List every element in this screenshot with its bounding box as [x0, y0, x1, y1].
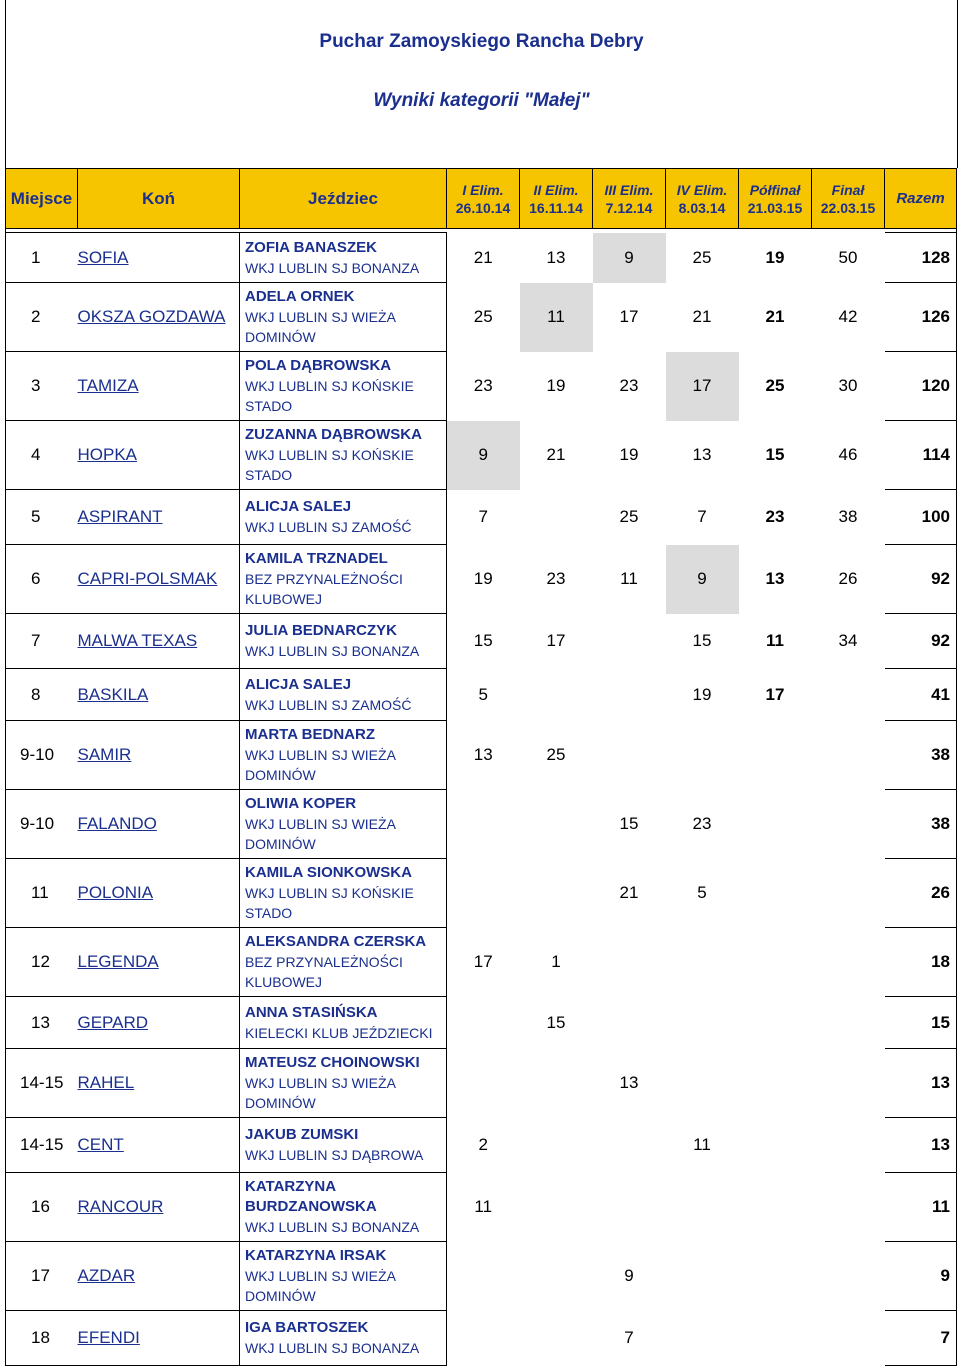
score-cell: 11: [766, 631, 784, 650]
place-cell: 7: [6, 614, 78, 669]
rider-cell: [240, 614, 447, 669]
place-cell: 5: [6, 490, 78, 545]
score-cell: 13: [473, 745, 493, 764]
rider-club: WKJ LUBLIN SJ ZAMOŚĆ: [245, 519, 412, 535]
score-cell: [447, 997, 520, 1049]
place-cell: 1: [6, 233, 78, 283]
rider-club: KIELECKI KLUB JEŹDZIECKI: [245, 1024, 433, 1041]
horse-name-link[interactable]: EFENDI: [78, 1311, 240, 1366]
rider-name: KATARZYNA IRSAK: [245, 1247, 387, 1264]
score-cell: [739, 1173, 812, 1242]
place-cell: 16: [6, 1173, 78, 1242]
place-cell: 3: [6, 352, 78, 421]
table-row: [6, 1311, 957, 1366]
horse-name-link[interactable]: LEGENDA: [78, 928, 240, 997]
total-cell: 13: [885, 1049, 957, 1118]
rider-cell: [240, 490, 447, 545]
score-cell: [812, 721, 885, 790]
score-cell: 19: [765, 247, 785, 267]
total-cell: 38: [885, 790, 957, 859]
score-cell: [666, 997, 739, 1049]
score-cell: [447, 1242, 520, 1311]
rider-name: IGA BARTOSZEK: [245, 1319, 369, 1336]
table-row: [6, 1242, 957, 1311]
score-cell: [739, 721, 812, 790]
header-row: [6, 169, 957, 229]
table-row: [6, 859, 957, 928]
results-table: [5, 168, 957, 1366]
col-elim-3: III Elim. 7.12.14: [593, 169, 666, 229]
table-row: [6, 928, 957, 997]
score-cell: 9: [593, 233, 666, 283]
table-row: [6, 669, 957, 721]
table-row: [6, 352, 957, 421]
score-cell: 13: [765, 569, 785, 588]
score-cell: [593, 1173, 666, 1242]
score-cell: 21: [473, 247, 493, 267]
rider-cell: [240, 669, 447, 721]
score-cell: [520, 490, 593, 545]
rider-club: WKJ LUBLIN SJ KOŃSKIE STADO: [245, 378, 414, 414]
table-row: [6, 490, 957, 545]
rider-club: WKJ LUBLIN SJ BONANZA: [245, 1219, 420, 1235]
score-cell: [593, 997, 666, 1049]
score-cell: 21: [765, 307, 785, 326]
rider-cell: [240, 352, 447, 421]
rider-name: MARTA BEDNARZ: [245, 726, 375, 743]
horse-name-link[interactable]: MALWA TEXAS: [78, 614, 240, 669]
table-row: [6, 721, 957, 790]
col-horse: Koń: [78, 169, 240, 229]
score-cell: [812, 1049, 885, 1118]
table-row: [6, 233, 957, 283]
rider-name: KAMILA SIONKOWSKA: [245, 864, 412, 881]
rider-cell: [240, 1242, 447, 1311]
score-cell: [812, 997, 885, 1049]
horse-name-link[interactable]: BASKILA: [78, 669, 240, 721]
score-cell: [593, 721, 666, 790]
page-subtitle: Wyniki kategorii "Małej": [373, 90, 590, 111]
score-cell: [812, 1118, 885, 1173]
score-cell: [593, 1118, 666, 1173]
col-final: Finał 22.03.15: [812, 169, 885, 229]
score-cell: [593, 928, 666, 997]
score-cell: [520, 669, 593, 721]
place-cell: 11: [6, 859, 78, 928]
rider-club: WKJ LUBLIN SJ BONANZA: [245, 259, 420, 276]
score-cell: [812, 669, 885, 721]
horse-name-link[interactable]: RANCOUR: [78, 1173, 240, 1242]
score-cell: 1: [551, 952, 561, 971]
score-cell: 15: [692, 631, 712, 650]
place-cell: 14-15: [6, 1049, 78, 1118]
horse-name-link[interactable]: OKSZA GOZDAWA: [78, 283, 240, 352]
total-cell: 26: [885, 859, 957, 928]
score-cell: 17: [546, 631, 566, 650]
score-cell: 2: [478, 1135, 488, 1154]
score-cell: 25: [692, 247, 712, 267]
score-cell: 17: [619, 307, 639, 326]
horse-name-link[interactable]: GEPARD: [78, 997, 240, 1049]
horse-name-link[interactable]: ASPIRANT: [78, 490, 240, 545]
score-cell: 25: [619, 507, 639, 526]
total-cell: 7: [885, 1311, 957, 1366]
score-cell: [666, 1049, 739, 1118]
rider-club: WKJ LUBLIN SJ ZAMOŚĆ: [245, 696, 412, 713]
horse-name-link[interactable]: FALANDO: [78, 790, 240, 859]
horse-name-link[interactable]: TAMIZA: [78, 352, 240, 421]
score-cell: 15: [473, 631, 493, 650]
score-cell: [520, 1242, 593, 1311]
place-cell: 14-15: [6, 1118, 78, 1173]
score-cell: [739, 790, 812, 859]
score-cell: 23: [692, 814, 712, 833]
score-cell: 7: [624, 1328, 634, 1347]
col-semifinal: Półfinał 21.03.15: [739, 169, 812, 229]
rider-cell: [240, 859, 447, 928]
score-cell: 11: [474, 1197, 493, 1216]
score-cell: 9: [624, 1266, 634, 1285]
rider-cell: [240, 928, 447, 997]
col-total: Razem: [885, 169, 957, 229]
score-cell: [812, 1242, 885, 1311]
score-cell: 50: [838, 247, 858, 267]
total-cell: 9: [885, 1242, 957, 1311]
rider-club: WKJ LUBLIN SJ KOŃSKIE STADO: [245, 447, 414, 483]
rider-name: JAKUB ZUMSKI: [245, 1126, 359, 1143]
total-cell: 92: [885, 545, 957, 614]
score-cell: 9: [447, 421, 520, 490]
rider-cell: [240, 1118, 447, 1173]
rider-name: ANNA STASIŃSKA: [245, 1003, 378, 1021]
score-cell: [739, 997, 812, 1049]
rider-name: KAMILA TRZNADEL: [245, 550, 388, 567]
score-cell: 30: [838, 376, 858, 395]
horse-name-link[interactable]: RAHEL: [78, 1049, 240, 1118]
total-cell: 100: [885, 490, 957, 545]
rider-club: BEZ PRZYNALEŻNOŚCI KLUBOWEJ: [245, 571, 403, 607]
score-cell: [593, 669, 666, 721]
score-cell: 13: [619, 1073, 639, 1092]
horse-name-link[interactable]: SAMIR: [78, 721, 240, 790]
total-cell: 18: [885, 928, 957, 997]
score-cell: 19: [473, 569, 493, 588]
place-cell: 2: [6, 283, 78, 352]
rider-cell: [240, 1173, 447, 1242]
horse-name-link[interactable]: HOPKA: [78, 421, 240, 490]
col-elim-2: II Elim. 16.11.14: [520, 169, 593, 229]
rider-club: WKJ LUBLIN SJ WIEŻA DOMINÓW: [245, 1268, 396, 1304]
rider-club: WKJ LUBLIN SJ WIEŻA DOMINÓW: [245, 747, 396, 783]
results-body: [6, 229, 957, 1366]
total-cell: 92: [885, 614, 957, 669]
score-cell: 42: [838, 307, 858, 326]
score-cell: 21: [619, 883, 639, 902]
score-cell: 34: [838, 631, 858, 650]
score-cell: [739, 1242, 812, 1311]
place-cell: 4: [6, 421, 78, 490]
rider-name: ALICJA SALEJ: [245, 498, 352, 515]
rider-name: KATARZYNA BURDZANOWSKA: [245, 1178, 377, 1215]
score-cell: [593, 614, 666, 669]
horse-name-link[interactable]: AZDAR: [78, 1242, 240, 1311]
rider-name: ZOFIA BANASZEK: [245, 238, 377, 256]
table-row: [6, 1049, 957, 1118]
score-cell: 23: [473, 376, 493, 395]
total-cell: 114: [885, 421, 957, 490]
score-cell: [447, 1049, 520, 1118]
score-cell: [812, 859, 885, 928]
score-cell: 19: [619, 445, 639, 464]
total-cell: 41: [885, 669, 957, 721]
place-cell: 6: [6, 545, 78, 614]
score-cell: [812, 1311, 885, 1366]
rider-cell: [240, 545, 447, 614]
table-row: [6, 1173, 957, 1242]
table-row: [6, 790, 957, 859]
score-cell: 17: [473, 952, 493, 971]
score-cell: [447, 1311, 520, 1366]
horse-name-link[interactable]: CAPRI-POLSMAK: [78, 545, 240, 614]
score-cell: 7: [697, 507, 707, 526]
score-cell: [447, 859, 520, 928]
horse-name-link[interactable]: POLONIA: [78, 859, 240, 928]
rider-name: ALICJA SALEJ: [245, 675, 352, 693]
rider-cell: [240, 1049, 447, 1118]
horse-name-link[interactable]: SOFIA: [78, 233, 240, 283]
total-cell: 15: [885, 997, 957, 1049]
rider-name: ADELA ORNEK: [245, 288, 355, 305]
score-cell: 38: [838, 507, 858, 526]
table-row: [6, 283, 957, 352]
score-cell: 25: [765, 376, 785, 395]
table-row: [6, 614, 957, 669]
score-cell: [812, 790, 885, 859]
rider-club: WKJ LUBLIN SJ WIEŻA DOMINÓW: [245, 816, 396, 852]
rider-cell: [240, 421, 447, 490]
total-cell: 11: [885, 1173, 957, 1242]
score-cell: 26: [838, 569, 858, 588]
score-cell: [520, 790, 593, 859]
rider-club: WKJ LUBLIN SJ BONANZA: [245, 643, 420, 659]
rider-cell: [240, 997, 447, 1049]
score-cell: 11: [693, 1135, 711, 1154]
total-cell: 38: [885, 721, 957, 790]
score-cell: [739, 928, 812, 997]
table-row: [6, 421, 957, 490]
score-cell: 5: [697, 883, 707, 902]
score-cell: 11: [620, 569, 638, 588]
rider-name: POLA DĄBROWSKA: [245, 357, 392, 374]
score-cell: 23: [765, 507, 785, 526]
score-cell: [520, 1311, 593, 1366]
score-cell: [520, 1173, 593, 1242]
score-cell: 13: [546, 247, 566, 267]
page-title: Puchar Zamoyskiego Rancha Debry: [319, 31, 644, 52]
place-cell: 13: [6, 997, 78, 1049]
score-cell: [739, 859, 812, 928]
total-cell: 126: [885, 283, 957, 352]
place-cell: 17: [6, 1242, 78, 1311]
score-cell: [739, 1049, 812, 1118]
score-cell: 23: [546, 569, 566, 588]
score-cell: 25: [546, 745, 566, 764]
place-cell: 18: [6, 1311, 78, 1366]
rider-cell: [240, 1311, 447, 1366]
table-row: [6, 1118, 957, 1173]
col-place: Miejsce: [6, 169, 78, 229]
rider-name: OLIWIA KOPER: [245, 795, 357, 812]
score-cell: 11: [520, 283, 593, 352]
col-elim-1: I Elim. 26.10.14: [447, 169, 520, 229]
horse-name-link[interactable]: CENT: [78, 1118, 240, 1173]
table-row: [6, 545, 957, 614]
score-cell: [812, 1173, 885, 1242]
rider-cell: [240, 233, 447, 283]
rider-club: WKJ LUBLIN SJ DĄBROWA: [245, 1147, 424, 1163]
score-cell: [666, 1173, 739, 1242]
rider-club: WKJ LUBLIN SJ WIEŻA DOMINÓW: [245, 1075, 396, 1111]
score-cell: 17: [765, 684, 785, 704]
score-cell: 23: [619, 376, 639, 395]
rider-name: JULIA BEDNARCZYK: [245, 622, 397, 639]
score-cell: 7: [478, 507, 488, 526]
rider-club: BEZ PRZYNALEŻNOŚCI KLUBOWEJ: [245, 954, 403, 990]
score-cell: [666, 1242, 739, 1311]
total-cell: 128: [885, 233, 957, 283]
score-cell: 19: [692, 684, 712, 704]
rider-cell: [240, 790, 447, 859]
score-cell: 21: [692, 307, 712, 326]
place-cell: 9-10: [6, 790, 78, 859]
col-elim-4: IV Elim. 8.03.14: [666, 169, 739, 229]
report-header: [5, 0, 958, 168]
rider-club: WKJ LUBLIN SJ WIEŻA DOMINÓW: [245, 309, 396, 345]
score-cell: [520, 1118, 593, 1173]
rider-club: WKJ LUBLIN SJ KOŃSKIE STADO: [245, 885, 414, 921]
rider-club: WKJ LUBLIN SJ BONANZA: [245, 1340, 420, 1356]
place-cell: 8: [6, 669, 78, 721]
score-cell: [739, 1311, 812, 1366]
score-cell: [812, 928, 885, 997]
rider-name: ALEKSANDRA CZERSKA: [245, 933, 427, 950]
score-cell: 15: [546, 1012, 566, 1032]
place-cell: 12: [6, 928, 78, 997]
score-cell: 15: [765, 445, 785, 464]
score-cell: 25: [473, 307, 493, 326]
score-cell: [666, 928, 739, 997]
rider-name: MATEUSZ CHOINOWSKI: [245, 1054, 420, 1071]
score-cell: 46: [838, 445, 858, 464]
score-cell: [520, 859, 593, 928]
table-row: [6, 997, 957, 1049]
score-cell: 15: [619, 814, 639, 833]
rider-cell: [240, 721, 447, 790]
total-cell: 120: [885, 352, 957, 421]
score-cell: [520, 1049, 593, 1118]
total-cell: 13: [885, 1118, 957, 1173]
rider-name: ZUZANNA DĄBROWSKA: [245, 426, 422, 443]
col-rider: Jeździec: [240, 169, 447, 229]
score-cell: 5: [478, 684, 488, 704]
score-cell: 17: [666, 352, 739, 421]
score-cell: 9: [666, 545, 739, 614]
score-cell: 19: [546, 376, 566, 395]
score-cell: [739, 1118, 812, 1173]
score-cell: 13: [692, 445, 712, 464]
score-cell: [666, 1311, 739, 1366]
rider-cell: [240, 283, 447, 352]
score-cell: [666, 721, 739, 790]
score-cell: 21: [546, 445, 566, 464]
place-cell: 9-10: [6, 721, 78, 790]
score-cell: [447, 790, 520, 859]
